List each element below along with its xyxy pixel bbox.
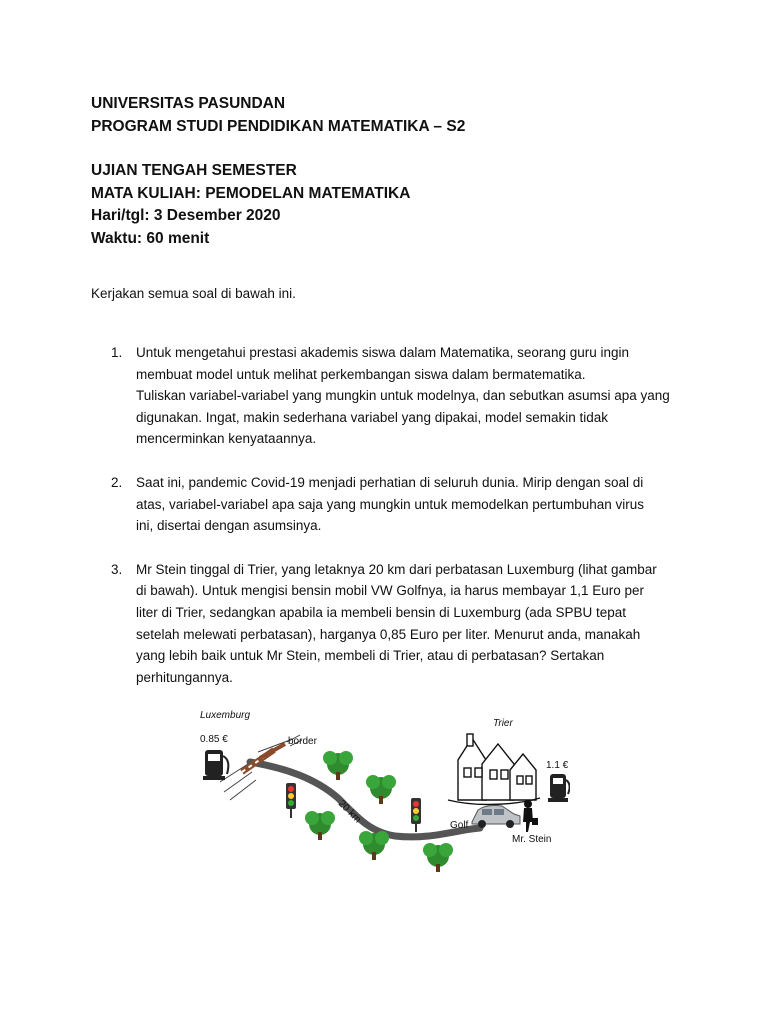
course-name: MATA KULIAH: PEMODELAN MATEMATIKA — [91, 184, 411, 202]
route-illustration — [190, 700, 570, 876]
question-number: 1. — [111, 345, 123, 360]
tree-icon — [423, 843, 453, 872]
tree-icon — [305, 811, 335, 840]
traffic-light-icon — [411, 798, 421, 832]
luxemburg-label: Luxemburg — [200, 710, 251, 721]
question-line: yang lebih baik untuk Mr Stein, membeli di Trier, atau di perbatasan? Sertakan — [136, 648, 605, 664]
car-icon — [472, 806, 520, 829]
question-line: Saat ini, pandemic Covid-19 menjadi perhatian di seluruh dunia. Mirip dengan soal di — [136, 474, 644, 490]
tree-icon — [323, 751, 353, 780]
question-line: digunakan. Ingat, makin sederhana variabel yang dipakai, model semakin tidak — [136, 409, 609, 425]
person-label: Mr. Stein — [512, 834, 552, 845]
distance-label: 20 km — [335, 798, 363, 826]
question-line: di bawah). Untuk mengisi bensin mobil VW Golfnya, ia harus membayar 1,1 Euro per — [136, 583, 644, 599]
question-line: liter di Trier, sedangkan apabila ia membeli bensin di Luxemburg (ada SPBU tepat — [136, 604, 627, 620]
exam-header — [91, 93, 691, 250]
question-line: Tuliskan variabel-variabel yang mungkin untuk modelnya, dan sebutkan asumsi apa yang — [136, 388, 670, 404]
route-svg — [190, 700, 570, 876]
price-luxemburg: 0.85 € — [200, 734, 228, 745]
question-line: setelah melewati perbatasan), harganya 0,85 Euro per liter. Menurut anda, manakah — [136, 626, 641, 642]
car-label: Golf — [450, 820, 469, 831]
question-line: mencerminkan kenyataannya. — [136, 431, 317, 447]
program-name: PROGRAM STUDI PENDIDIKAN MATEMATIKA – S2 — [91, 117, 466, 135]
fuel-pump-icon — [548, 774, 570, 802]
question-line: Untuk mengetahui prestasi akademis siswa dalam Matematika, seorang guru ingin — [136, 345, 630, 360]
fuel-pump-icon — [203, 750, 228, 780]
question-list — [91, 342, 691, 688]
question-line: atas, variabel-variabel apa saja yang mungkin untuk memodelkan pertumbuhan virus — [136, 496, 645, 512]
border-label: border — [288, 736, 317, 747]
question-line: Mr Stein tinggal di Trier, yang letaknya 20 km dari perbatasan Luxemburg (lihat gambar — [136, 561, 657, 577]
houses-icon — [448, 734, 540, 804]
question-number: 3. — [111, 561, 123, 577]
question-line: ini, disertai dengan asumsinya. — [136, 518, 322, 534]
road — [250, 762, 480, 837]
person-icon — [523, 800, 538, 832]
exam-date: Hari/tgl: 3 Desember 2020 — [91, 207, 281, 224]
question-3 — [91, 559, 691, 689]
question-number: 2. — [111, 474, 123, 490]
traffic-light-icon — [286, 783, 296, 818]
question-line: perhitungannya. — [136, 669, 233, 685]
exam-title: UJIAN TENGAH SEMESTER — [91, 162, 297, 179]
question-line: membuat model untuk melihat perkembangan siswa dalam bermatematika. — [136, 366, 586, 382]
instruction-text: Kerjakan semua soal di bawah ini. — [91, 286, 296, 301]
university-name: UNIVERSITAS PASUNDAN — [91, 95, 286, 112]
exam-duration: Waktu: 60 menit — [91, 229, 210, 247]
tree-icon — [366, 775, 396, 804]
trier-label: Trier — [493, 718, 513, 729]
question-2 — [91, 472, 691, 537]
tree-icon — [359, 831, 389, 860]
question-1 — [91, 342, 691, 450]
price-trier: 1.1 € — [546, 760, 569, 771]
